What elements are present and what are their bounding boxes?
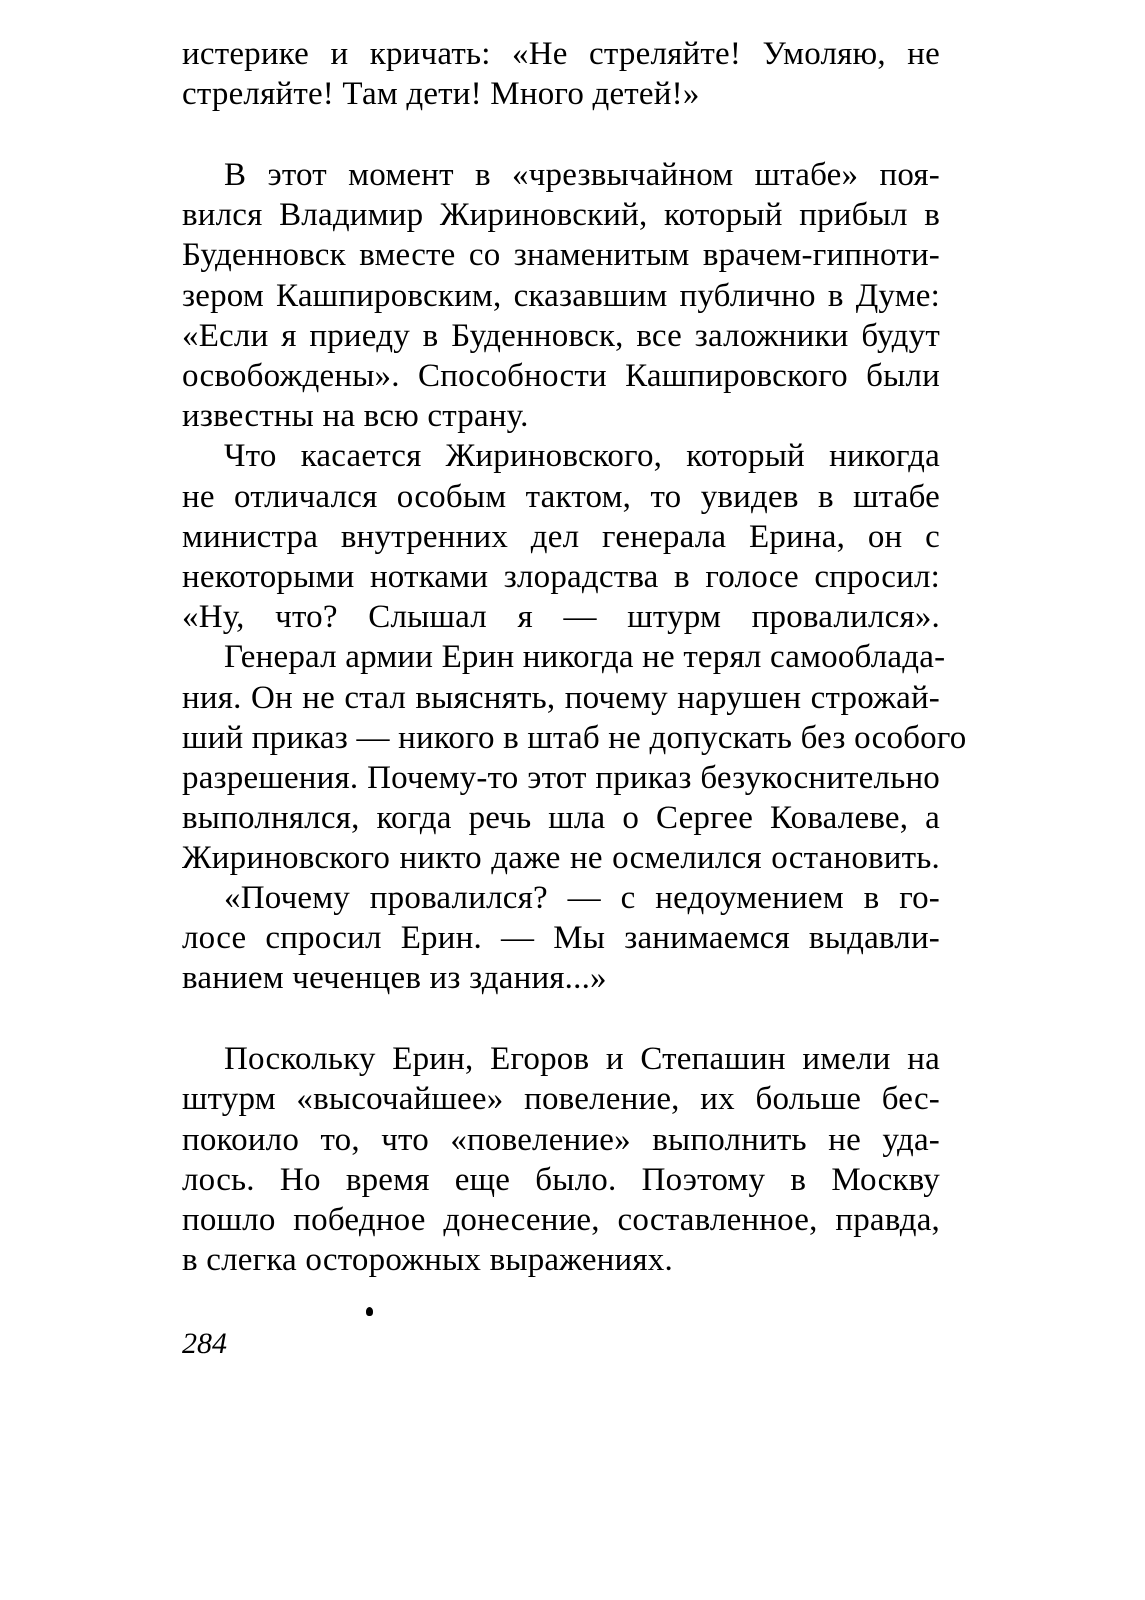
text-line: Буденновск вместе со знаменитым врачем-гипноти- — [182, 237, 940, 273]
text-line: Жириновского никто даже не осмелился остановить. — [182, 840, 940, 876]
text-line: покоило то, что «повеление» выполнить не уда- — [182, 1122, 940, 1158]
text-line: Генерал армии Ерин никогда не терял самооблада- — [224, 639, 946, 675]
text-line: ния. Он не стал выяснять, почему нарушен строжай- — [182, 680, 940, 716]
text-line: министра внутренних дел генерала Ерина, он с — [182, 519, 940, 555]
text-line: лось. Но время еще было. Поэтому в Москву — [182, 1162, 940, 1198]
text-line: известны на всю страну. — [182, 398, 529, 434]
text-line: ванием чеченцев из здания...» — [182, 960, 607, 996]
text-line: лосе спросил Ерин. — Мы занимаемся выдавли- — [182, 920, 940, 956]
text-line: штурм «высочайшее» повеление, их больше бес- — [182, 1081, 940, 1117]
text-line: разрешения. Почему-то этот приказ безукоснительно — [182, 760, 940, 796]
text-line: в слегка осторожных выражениях. — [182, 1242, 673, 1278]
text-line: истерике и кричать: «Не стреляйте! Умоляю, не — [182, 36, 940, 72]
text-line: освобождены». Способности Кашпировского были — [182, 358, 940, 394]
ink-dot-mark — [366, 1307, 373, 1316]
text-line: пошло победное донесение, составленное, правда, — [182, 1202, 940, 1238]
text-line: вился Владимир Жириновский, который прибыл в — [182, 197, 940, 233]
text-line: ший приказ — никого в штаб не допускать без особого — [182, 720, 967, 756]
text-line: не отличался особым тактом, то увидев в штабе — [182, 479, 940, 515]
text-line: «Если я приеду в Буденновск, все заложники будут — [182, 318, 940, 354]
text-line: некоторыми нотками злорадства в голосе спросил: — [182, 559, 940, 595]
text-line: В этот момент в «чрезвычайном штабе» поя- — [224, 157, 940, 193]
text-line: «Ну, что? Слышал я — штурм провалился». — [182, 599, 940, 635]
text-line: «Почему провалился? — с недоумением в го- — [224, 880, 940, 916]
text-line: выполнялся, когда речь шла о Сергее Ковалеве, а — [182, 800, 940, 836]
text-line: Поскольку Ерин, Егоров и Степашин имели на — [224, 1041, 940, 1077]
text-line: Что касается Жириновского, который никогда — [224, 438, 940, 474]
text-line: стреляйте! Там дети! Много детей!» — [182, 76, 700, 112]
text-line: зером Кашпировским, сказавшим публично в Думе: — [182, 278, 940, 314]
page-number: 284 — [182, 1327, 227, 1360]
